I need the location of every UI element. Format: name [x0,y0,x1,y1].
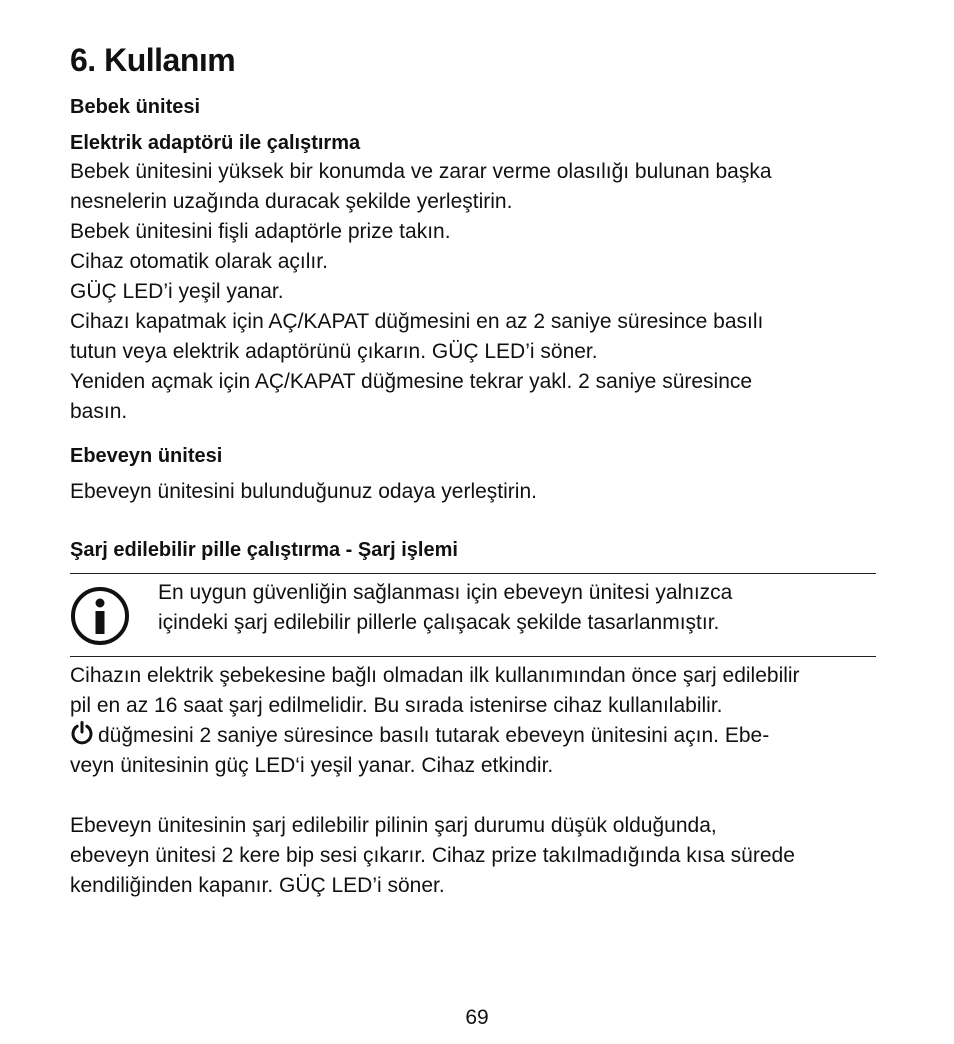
battery-para2-line-1: Ebeveyn ünitesinin şarj edilebilir pilinin şarj durumu düşük olduğunda, [70,814,717,837]
baby-unit-line-1: Bebek ünitesini yüksek bir konumda ve zarar verme olasılığı bulunan başka [70,160,772,183]
battery-heading: Şarj edilebilir pille çalıştırma - Şarj işlemi [70,539,458,561]
baby-unit-line-6: Cihazı kapatmak için AÇ/KAPAT düğmesini en az 2 saniye süresince basılı [70,310,764,333]
info-note-line-1: En uygun güvenliğin sağlanması için ebeveyn ünitesi yalnızca [158,581,733,604]
battery-para1-line-3-text: düğmesini 2 saniye süresince basılı tutarak ebeveyn ünitesini açın. Ebe- [98,724,770,747]
battery-para2-line-3: kendiliğinden kapanır. GÜÇ LED’i söner. [70,874,445,897]
battery-para1-line-2: pil en az 16 saat şarj edilmelidir. Bu sırada istenirse cihaz kullanılabilir. [70,694,723,717]
baby-unit-line-9: basın. [70,400,128,423]
baby-unit-heading: Bebek ünitesi [70,96,201,118]
baby-unit-line-4: Cihaz otomatik olarak açılır. [70,250,328,273]
battery-para1-line-4: veyn ünitesinin güç LED‘i yeşil yanar. Cihaz etkindir. [70,754,554,777]
baby-unit-line-7: tutun veya elektrik adaptörünü çıkarın. GÜÇ LED’i söner. [70,340,598,363]
page-title: 6. Kullanım [70,42,236,78]
baby-unit-line-5: GÜÇ LED’i yeşil yanar. [70,280,284,303]
info-top-rule [70,573,876,574]
battery-para1-line-3 [70,721,769,751]
info-icon [70,586,130,646]
info-note-line-2: içindeki şarj edilebilir pillerle çalışacak şekilde tasarlanmıştır. [158,611,720,634]
parent-unit-text: Ebeveyn ünitesini bulunduğunuz odaya yerleştirin. [70,480,537,503]
page-number: 69 [465,1006,489,1029]
power-icon [70,721,94,745]
baby-unit-line-2: nesnelerin uzağında duracak şekilde yerleştirin. [70,190,513,213]
adapter-subheading: Elektrik adaptörü ile çalıştırma [70,132,361,154]
battery-para2-line-2: ebeveyn ünitesi 2 kere bip sesi çıkarır. Cihaz prize takılmadığında kısa sürede [70,844,795,867]
info-bottom-rule [70,656,876,657]
parent-unit-heading: Ebeveyn ünitesi [70,445,223,467]
baby-unit-line-3: Bebek ünitesini fişli adaptörle prize takın. [70,220,451,243]
info-note [158,578,732,638]
baby-unit-line-8: Yeniden açmak için AÇ/KAPAT düğmesine tekrar yakl. 2 saniye süresince [70,370,753,393]
battery-para1-line-1: Cihazın elektrik şebekesine bağlı olmadan ilk kullanımından önce şarj edilebilir [70,664,800,687]
